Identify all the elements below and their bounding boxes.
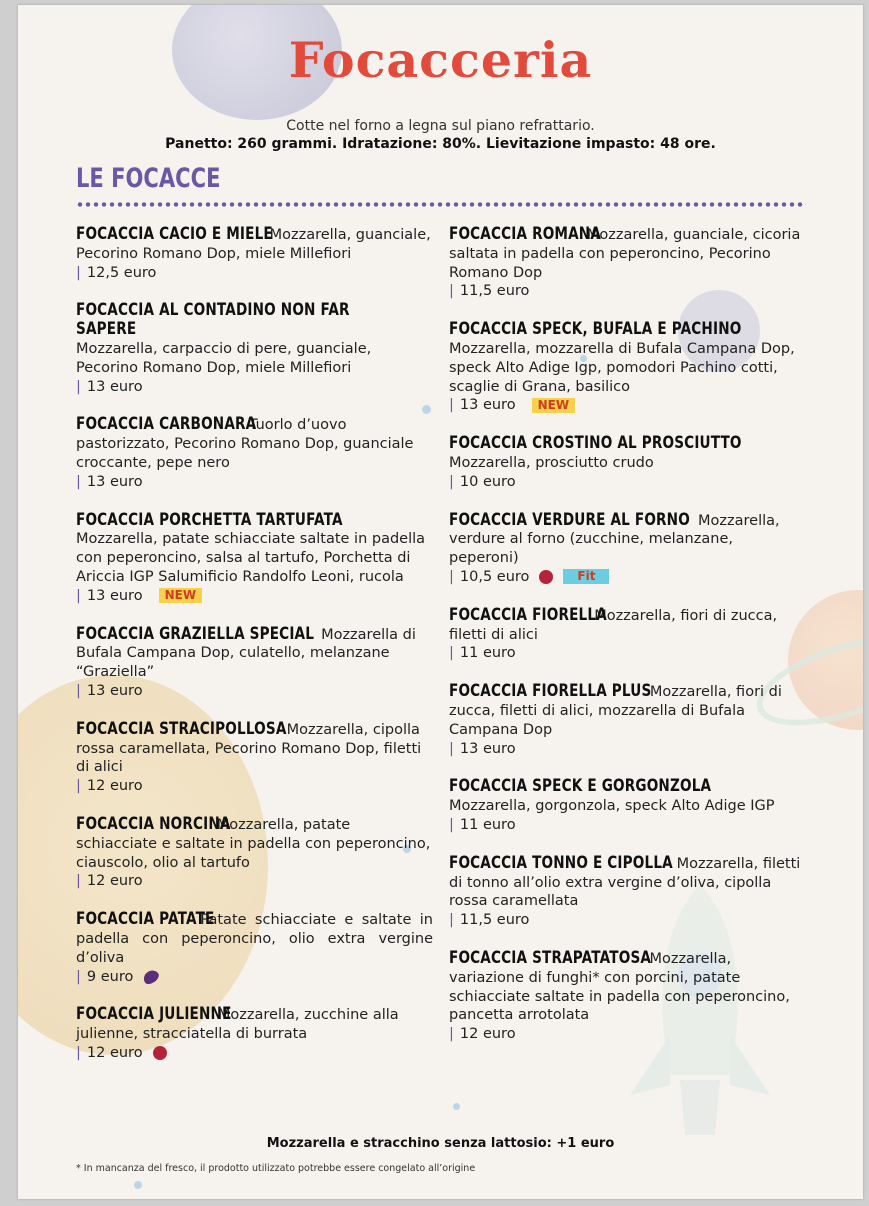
item-name: FOCACCIA FIORELLA PLUS [449, 681, 652, 702]
section-title: LE FOCACCE [76, 163, 221, 194]
menu-item: FOCACCIA CROSTINO AL PROSCIUTTO Mozzarella, prosciutto crudo | 10 euro [449, 433, 742, 490]
item-description: Mozzarella, carpaccio di pere, guanciale, Pecorino Romano Dop, miele Millefiori [76, 340, 372, 376]
item-name: FOCACCIA CROSTINO AL PROSCIUTTO [449, 433, 742, 454]
vegan-icon [141, 967, 161, 986]
item-description: Mozzarella, mozzarella di Bufala Campana Dop, speck Alto Adige Igp, pomodori Pachino cotti, scaglie di Grana, basilico [449, 340, 795, 395]
item-description: Tuorlo d’uovo pastorizzato, Pecorino Romano Dop, guanciale croccante, pepe nero [76, 417, 414, 471]
fit-badge: Fit [563, 569, 609, 584]
frozen-note: * In mancanza del fresco, il prodotto utilizzato potrebbe essere congelato all’origine [76, 1163, 476, 1174]
menu-item: FOCACCIA FIORELLA PLUS Mozzarella, fiori di zucca, filetti di alici, mozzarella di Bufala Campana Dop | 13 euro [449, 681, 782, 757]
item-name: FOCACCIA AL CONTADINO NON FAR SAPERE [76, 300, 350, 340]
item-price: 13 euro [86, 587, 143, 604]
item-price: 13 euro [86, 473, 143, 490]
subtitle: Cotte nel forno a legna sul piano refrattario. [286, 118, 595, 134]
menu-item: FOCACCIA GRAZIELLA SPECIAL Mozzarella di Bufala Campana Dop, culatello, melanzane “Graziella” | 13 euro [76, 623, 416, 699]
item-name: FOCACCIA CARBONARA [76, 414, 257, 435]
menu-item: FOCACCIA NORCINA Mozzarella, patate schiacciate e saltate in padella con peperoncino, ciauscolo, olio al tartufo | 12 euro [76, 813, 431, 890]
menu-item: FOCACCIA CACIO E MIELE Mozzarella, guanciale, Pecorino Romano Dop, miele Millefiori | 12,5 euro [76, 224, 431, 281]
menu-item: FOCACCIA PATATE Patate schiacciate e saltate in padella con peperoncino, olio extra vergine d’oliva | 9 euro [76, 909, 433, 985]
menu-item: FOCACCIA STRAPATATOSA Mozzarella, variazione di funghi* con porcini, patate schiacciate saltate in padella con peperoncino, pancetta arrotolata | 12 euro [449, 947, 790, 1043]
item-price: 10 euro [459, 473, 516, 490]
item-name: FOCACCIA FIORELLA [449, 604, 607, 625]
item-name: FOCACCIA SPECK, BUFALA E PACHINO [449, 319, 742, 340]
item-description: Mozzarella, filetti di tonno all’olio extra vergine d’oliva, cipolla rossa caramellata [449, 855, 801, 910]
item-price: 13 euro [86, 378, 143, 395]
item-price: 9 euro [86, 968, 134, 985]
item-price: 12 euro [86, 873, 143, 890]
item-description: Mozzarella, patate schiacciate e saltate in padella con peperoncino, ciauscolo, olio al tartufo [76, 816, 431, 871]
new-badge: NEW [532, 398, 575, 413]
item-name: FOCACCIA NORCINA [76, 813, 231, 834]
new-badge: NEW [159, 588, 202, 603]
item-price: 12 euro [459, 1026, 516, 1043]
item-description: Mozzarella, verdure al forno (zucchine, melanzane, peperoni) [449, 512, 780, 567]
item-price: 13 euro [459, 740, 516, 757]
item-price: 12 euro [86, 778, 143, 795]
item-price: 13 euro [459, 397, 516, 414]
item-description: Mozzarella, prosciutto crudo [449, 454, 654, 471]
right-column [449, 225, 804, 1044]
item-description: Mozzarella, patate schiacciate saltate in padella con peperoncino, salsa al tartufo, Porchetta di Ariccia IGP Salumificio Randolfo Leoni, rucola [76, 531, 426, 585]
item-description: Patate schiacciate e saltate in padella con peperoncino, olio extra vergine d’oliva [76, 912, 433, 966]
item-price: 11,5 euro [459, 283, 530, 300]
item-description: Mozzarella, variazione di funghi* con porcini, patate schiacciate saltate in padella con peperoncino, pancetta arrotolata [449, 950, 790, 1024]
left-column [76, 225, 433, 1063]
item-name: FOCACCIA PORCHETTA TARTUFATA [76, 509, 343, 530]
menu-item: FOCACCIA VERDURE AL FORNO Mozzarella, verdure al forno (zucchine, melanzane, peperoni) | 10,5 euro Fit [449, 509, 780, 585]
item-description: Mozzarella, zucchine alla julienne, stracciatella di burrata [76, 1007, 399, 1043]
menu-item: FOCACCIA CARBONARA Tuorlo d’uovo pastorizzato, Pecorino Romano Dop, guanciale croccante, pepe nero | 13 euro [76, 414, 414, 490]
item-description: Mozzarella, guanciale, Pecorino Romano Dop, miele Millefiori [76, 227, 431, 262]
item-price: 11 euro [459, 816, 516, 833]
menu-item: FOCACCIA SPECK, BUFALA E PACHINO Mozzarella, mozzarella di Bufala Campana Dop, speck Alto Adige Igp, pomodori Pachino cotti, scaglie di Grana, basilico | 13 euro NEW [449, 319, 795, 414]
star-decoration [134, 1181, 142, 1189]
item-price: 13 euro [86, 682, 143, 699]
menu-item: FOCACCIA SPECK E GORGONZOLA Mozzarella, gorgonzola, speck Alto Adige IGP | 11 euro [449, 776, 775, 833]
item-name: FOCACCIA SPECK E GORGONZOLA [449, 776, 712, 797]
item-description: Mozzarella, cipolla rossa caramellata, Pecorino Romano Dop, filetti di alici [76, 721, 422, 776]
menu-sheet [18, 5, 863, 1199]
item-name: FOCACCIA CACIO E MIELE [76, 224, 273, 244]
menu-item: FOCACCIA AL CONTADINO NON FAR SAPERE Mozzarella, carpaccio di pere, guanciale, Pecorino Romano Dop, miele Millefiori | 13 euro [76, 301, 433, 396]
dough-specs: Panetto: 260 grammi. Idratazione: 80%. Lievitazione impasto: 48 ore. [165, 136, 716, 152]
item-price: 11,5 euro [459, 912, 530, 929]
item-description: Mozzarella, fiori di zucca, filetti di alici [449, 607, 778, 643]
page-title: Focacceria [288, 31, 593, 89]
item-description: Mozzarella, fiori di zucca, filetti di alici, mozzarella di Bufala Campana Dop [449, 684, 782, 738]
item-description: Mozzarella, guanciale, cicoria saltata in padella con peperoncino, Pecorino Romano Dop [449, 227, 801, 281]
item-name: FOCACCIA TONNO E CIPOLLA [449, 852, 673, 873]
lactose-note: Mozzarella e stracchino senza lattosio: +1 euro [266, 1136, 615, 1151]
item-description: Mozzarella, gorgonzola, speck Alto Adige IGP [449, 798, 775, 815]
item-name: FOCACCIA GRAZIELLA SPECIAL [76, 623, 315, 644]
item-price: 11 euro [459, 645, 516, 662]
item-name: FOCACCIA PATATE [76, 909, 215, 930]
item-price: 12 euro [86, 1044, 143, 1061]
menu-item: FOCACCIA ROMANA Mozzarella, guanciale, cicoria saltata in padella con peperoncino, Pecorino Romano Dop | 11,5 euro [449, 224, 801, 300]
item-description: Mozzarella di Bufala Campana Dop, culatello, melanzane “Graziella” [76, 626, 416, 681]
menu-item: FOCACCIA TONNO E CIPOLLA Mozzarella, filetti di tonno all’olio extra vergine d’oliva, cipolla rossa caramellata | 11,5 euro [449, 852, 801, 929]
menu-item: FOCACCIA JULIENNE Mozzarella, zucchine alla julienne, stracciatella di burrata | 12 euro [76, 1004, 399, 1061]
item-name: FOCACCIA STRAPATATOSA [449, 947, 652, 968]
item-price: 12,5 euro [86, 264, 157, 281]
menu-item: FOCACCIA PORCHETTA TARTUFATA Mozzarella, patate schiacciate saltate in padella con peperoncino, salsa al tartufo, Porchetta di Ariccia IGP Salumificio Randolfo Leoni, rucola | 13 euro NEW [76, 509, 426, 604]
item-name: FOCACCIA JULIENNE [76, 1004, 232, 1025]
item-name: FOCACCIA VERDURE AL FORNO [449, 509, 690, 530]
vegetarian-icon [153, 1046, 167, 1060]
item-price: 10,5 euro [459, 568, 530, 585]
vegetarian-icon [539, 570, 553, 584]
item-name: FOCACCIA ROMANA [449, 224, 602, 244]
menu-item: FOCACCIA STRACIPOLLOSA Mozzarella, cipolla rossa caramellata, Pecorino Romano Dop, filetti di alici | 12 euro [76, 718, 422, 795]
menu-item: FOCACCIA FIORELLA Mozzarella, fiori di zucca, filetti di alici | 11 euro [449, 604, 778, 662]
dotted-divider [76, 202, 806, 207]
star-decoration [453, 1103, 460, 1110]
item-name: FOCACCIA STRACIPOLLOSA [76, 718, 287, 739]
